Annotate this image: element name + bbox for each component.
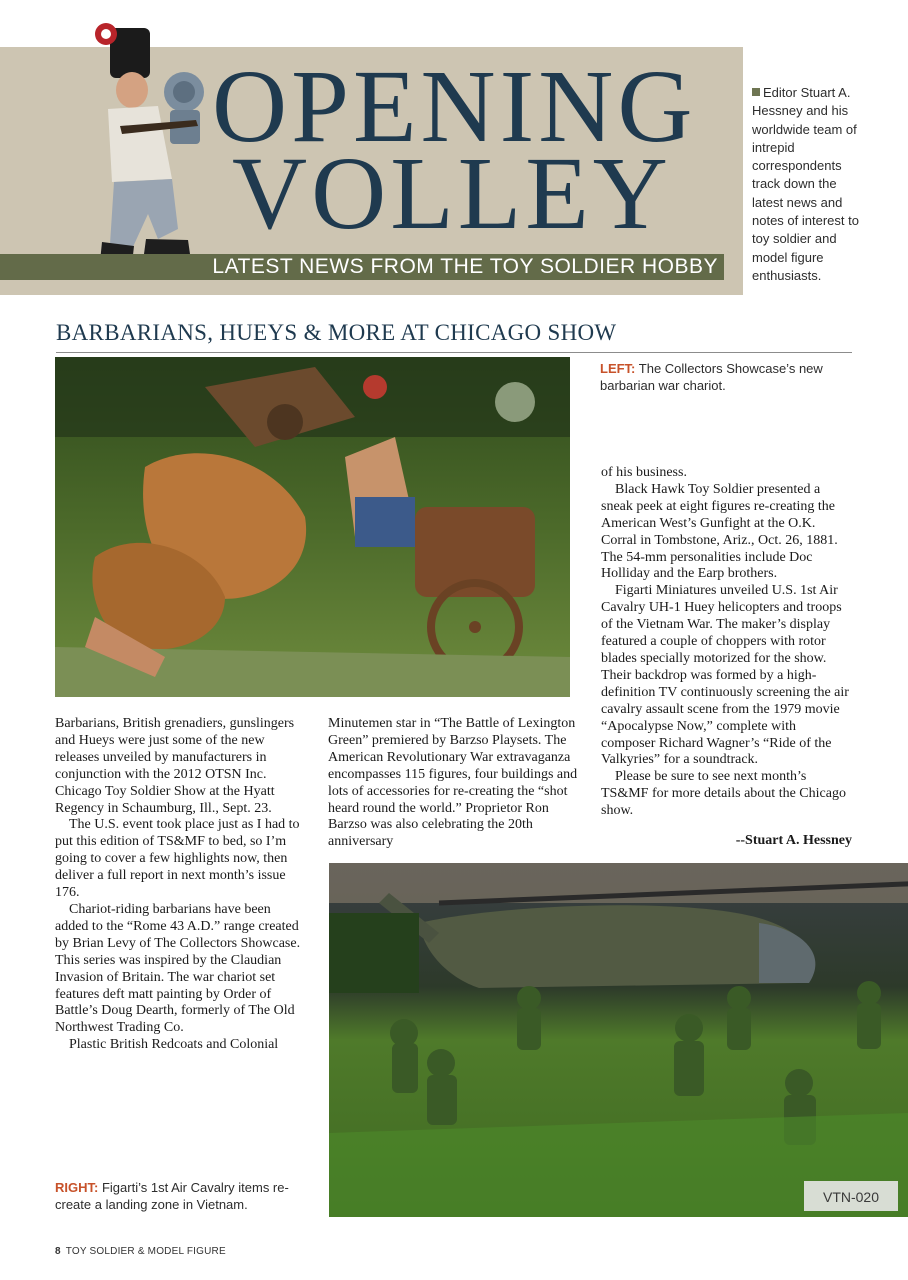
article-headline: BARBARIANS, HUEYS & MORE AT CHICAGO SHOW: [56, 320, 617, 345]
page-number: 8: [55, 1246, 61, 1257]
paragraph: Minutemen star in “The Battle of Lexington Green” premiered by Barzso Playsets. The American Revolutionary War extravaganza encompasses 115 figures, four buildings and lots of accessories for re-creating the “shot heard round the world.” Proprietor Ron Barzso was also celebrating the 20th anniversary: [328, 716, 578, 850]
caption-left-lead: LEFT:: [600, 361, 636, 376]
huey-landing-zone-photo: [329, 863, 908, 1217]
article-column-1: [55, 716, 307, 1054]
subtitle-bar: [0, 254, 724, 280]
editor-note-text: Editor Stuart A. Hessney and his worldwide team of intrepid correspondents track down the latest news and notes of interest to toy soldier and model figure enthusiasts.: [752, 85, 859, 283]
photo-label: VTN-020: [822, 1189, 880, 1205]
page-footer: [55, 1246, 226, 1257]
caption-left-text: The Collectors Showcase’s new barbarian war chariot.: [600, 361, 823, 393]
article-column-2: [328, 716, 578, 851]
caption-right-text: Figarti’s 1st Air Cavalry items re-create a landing zone in Vietnam.: [55, 1180, 289, 1212]
paragraph: Plastic British Redcoats and Colonial: [69, 1037, 279, 1053]
title-line-volley: VOLLEY: [232, 136, 672, 251]
paragraph: Figarti Miniatures unveiled U.S. 1st Air Cavalry UH-1 Huey helicopters and troops of the Vietnam War. The maker’s display featured a couple of choppers with rotor blades specially motorized for the show. Their backdrop was formed by a high-definition TV continuously screening the air cavalry assault scene from the 1979 movie “Apocalypse Now,” complete with composer Richard Wagner’s “Ride of the Valkyries” for a soundtrack.: [601, 583, 849, 768]
paragraph: Chariot-riding barbarians have been added to the “Rome 43 A.D.” range created by Brian Levy of The Collectors Showcase. This series was inspired by the Claudian Invasion of Britain. The war chariot set features deft matt painting by Order of Battle’s Doug Dearth, formerly of The Old Northwest Trading Co.: [55, 901, 301, 1036]
publication-name: TOY SOLDIER & MODEL FIGURE: [65, 1246, 226, 1257]
author-signature: --Stuart A. Hessney: [735, 833, 852, 848]
title-line-opening: OPENING: [212, 49, 697, 164]
paragraph: Black Hawk Toy Soldier presented a sneak peek at eight figures re-creating the American West’s Gunfight at the O.K. Corral in Tombstone, Ariz., Oct. 26, 1881. The 54-mm personalities include Doc Holliday and the Earp brothers.: [601, 481, 838, 582]
caption-right: [55, 1180, 305, 1213]
paragraph: The U.S. event took place just as I had to put this edition of TS&MF to bed, so I’m going to cover a few highlights now, then deliver a full report in next month’s issue 176.: [55, 817, 300, 901]
caption-right-lead: RIGHT:: [55, 1180, 99, 1195]
paragraph: of his business.: [601, 465, 687, 480]
toy-soldier-figure: [88, 14, 220, 282]
paragraph: Barbarians, British grenadiers, gunslingers and Hueys were just some of the new releases unveiled by manufacturers in conjunction with the 2012 OTSN Inc. Chicago Toy Soldier Show at the Hyatt Regency in Schaumburg, Ill., Sept. 23.: [55, 716, 295, 816]
paragraph: Please be sure to see next month’s TS&MF for more details about the Chicago show.: [601, 769, 846, 819]
caption-left: [600, 361, 852, 394]
bullet-square-icon: [752, 88, 760, 96]
article-column-3: [601, 465, 853, 820]
editor-note: [752, 84, 862, 285]
headline-rule: [56, 352, 852, 353]
chariot-photo: [55, 357, 570, 697]
subtitle-text: LATEST NEWS FROM THE TOY SOLDIER HOBBY: [212, 255, 718, 278]
